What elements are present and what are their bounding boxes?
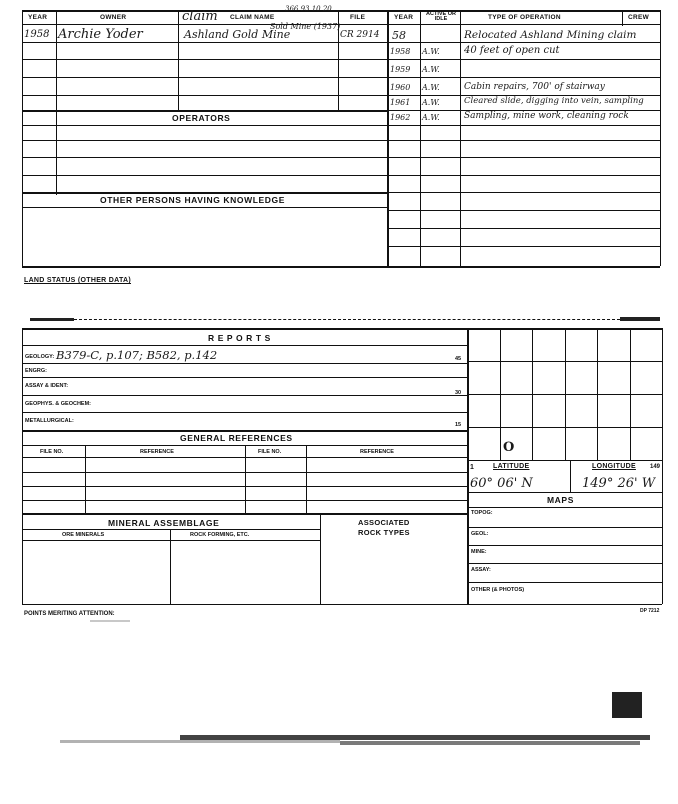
associated-label: ASSOCIATED	[358, 518, 410, 527]
claim-name: Ashland Gold Mine	[184, 28, 291, 41]
reports-rule	[22, 377, 467, 378]
ops-row-ai: A.W.	[422, 113, 440, 122]
ops-row-ai: A.W.	[422, 47, 440, 56]
maps-rule	[467, 527, 662, 528]
mineral-divider	[320, 513, 321, 604]
points-meriting-label: POINTS MERITING ATTENTION:	[24, 611, 115, 617]
mineral-title: MINERAL ASSEMBLAGE	[108, 518, 220, 528]
right-border	[660, 10, 661, 266]
refs-col	[306, 445, 307, 513]
circle-mark: O	[503, 440, 515, 455]
ore-minerals-label: ORE MINERALS	[62, 532, 105, 538]
row-rule	[22, 59, 387, 60]
num-45: 45	[455, 356, 462, 362]
form-number: DP 7212	[640, 608, 660, 614]
geology-value: B379-C, p.107; B582, p.142	[56, 348, 218, 362]
scan-mark	[30, 318, 74, 321]
ops-row-type: Cleared slide, digging into vein, sampling	[464, 96, 644, 106]
num-30: 30	[455, 390, 462, 396]
refs-reference-2: REFERENCE	[360, 449, 394, 455]
longitude-label: LONGITUDE	[592, 463, 636, 470]
maps-topog: TOPOG:	[471, 510, 493, 516]
refs-rule	[22, 513, 467, 515]
header-claim-name: CLAIM NAME	[230, 14, 275, 21]
lon-mark: 149	[650, 464, 661, 470]
others-title: OTHER PERSONS HAVING KNOWLEDGE	[100, 195, 286, 205]
latitude-label: LATITUDE	[493, 463, 530, 470]
ops-row-year: 1960	[390, 83, 411, 92]
ops-row-rule	[387, 59, 660, 60]
geology-label: GEOLOGY:	[25, 354, 55, 360]
ops-row-rule	[387, 192, 660, 193]
maps-rule	[467, 563, 662, 564]
ops-header-crew: CREW	[628, 14, 650, 21]
mineral-rule	[22, 540, 320, 541]
refs-rule	[22, 472, 467, 473]
ops-header-year: YEAR	[394, 14, 414, 21]
header-owner: OWNER	[100, 14, 127, 21]
claim-name-note: Sold Mine (1937)	[270, 22, 341, 31]
ops-row-year: 1962	[390, 113, 411, 122]
left-border	[22, 10, 23, 266]
reports-title: R E P O R T S	[208, 333, 271, 343]
row-rule	[22, 140, 387, 141]
row-rule	[22, 207, 387, 208]
header-year: YEAR	[28, 14, 48, 21]
maps-geol: GEOL:	[471, 531, 489, 537]
grid-row	[467, 394, 662, 395]
refs-rule	[22, 486, 467, 487]
geophys-label: GEOPHYS. & GEOCHEM:	[25, 401, 92, 407]
handwritten-claim: claim	[182, 9, 218, 24]
lat-mark: 1	[470, 464, 474, 471]
ops-header-active: ACTIVE OR IDLE	[426, 11, 456, 22]
metallurgical-label: METALLURGICAL:	[25, 418, 74, 424]
refs-file-no: FILE NO.	[40, 449, 64, 455]
ops-row-ai: A.W.	[422, 98, 440, 107]
ops-row-year: 58	[392, 29, 406, 42]
others-rule	[22, 192, 387, 194]
row-rule	[22, 125, 387, 126]
rock-types-label: ROCK TYPES	[358, 528, 410, 537]
row-rule	[22, 157, 387, 158]
rock-forming-label: ROCK FORMING, ETC.	[190, 532, 250, 538]
claim-file: CR 2914	[340, 30, 380, 40]
ops-row-year: 1961	[390, 98, 411, 107]
row-rule	[22, 175, 387, 176]
reports-rule	[22, 363, 467, 364]
latlon-divider	[570, 460, 571, 492]
refs-col	[245, 445, 246, 513]
maps-rule	[467, 582, 662, 583]
ops-row-rule	[387, 228, 660, 229]
ops-row-rule	[387, 77, 660, 78]
ops-row-rule	[387, 175, 660, 176]
longitude-value: 149° 26' W	[582, 476, 656, 491]
ops-row-year: 1959	[390, 65, 411, 74]
latitude-value: 60° 06' N	[470, 476, 533, 491]
reports-rule	[22, 430, 467, 432]
reports-rule	[22, 395, 467, 396]
refs-file-no-2: FILE NO.	[258, 449, 282, 455]
ops-row-type: Cabin repairs, 700' of stairway	[464, 82, 605, 92]
ops-row-rule	[387, 42, 660, 43]
mineral-rule	[22, 529, 320, 530]
reports-left-border	[22, 328, 23, 604]
mineral-col	[170, 529, 171, 604]
ops-row-rule	[387, 246, 660, 247]
num-15: 15	[455, 422, 462, 428]
reports-bottom-rule	[22, 604, 662, 605]
ops-row-type: Sampling, mine work, cleaning rock	[464, 111, 629, 121]
operators-rule	[22, 110, 387, 112]
operators-title: OPERATORS	[172, 113, 231, 123]
handwritten-claim-note: 366 93 10 20	[285, 5, 332, 13]
general-refs-title: GENERAL REFERENCES	[180, 433, 293, 443]
header-file: FILE	[350, 14, 366, 21]
maps-mine: MINE:	[471, 549, 487, 555]
scan-speck	[90, 620, 130, 622]
grid-row	[467, 460, 662, 461]
col-divider	[56, 10, 57, 195]
ops-row-rule	[387, 125, 660, 126]
bottom-rule	[22, 266, 660, 268]
engrg-label: ENGRG:	[25, 368, 47, 374]
maps-assay: ASSAY:	[471, 567, 491, 573]
scan-smudge	[340, 741, 640, 745]
reports-right-border	[662, 328, 663, 604]
maps-rule	[467, 507, 662, 508]
grid-row	[467, 361, 662, 362]
scan-black-square	[612, 692, 642, 718]
ops-row-rule	[387, 140, 660, 141]
scan-smudge	[60, 740, 340, 743]
ops-row-year: 1958	[390, 47, 411, 56]
row-rule	[22, 42, 387, 43]
ops-header-type: TYPE OF OPERATION	[488, 14, 561, 21]
top-border	[22, 10, 660, 12]
reports-rule	[22, 345, 467, 346]
maps-other: OTHER (& PHOTOS)	[471, 587, 525, 593]
grid-row	[467, 427, 662, 428]
assay-label: ASSAY & IDENT:	[25, 383, 69, 389]
scan-mark	[620, 317, 660, 321]
ops-row-type: Relocated Ashland Mining claim	[464, 29, 637, 41]
header-bottom-rule	[22, 24, 660, 25]
reports-top-rule	[22, 328, 662, 330]
ops-row-rule	[387, 210, 660, 211]
ops-row-ai: A.W.	[422, 83, 440, 92]
claim-owner: Archie Yoder	[58, 27, 143, 42]
claim-year: 1958	[24, 29, 50, 40]
maps-rule	[467, 492, 662, 493]
reports-rule	[22, 412, 467, 413]
maps-rule	[467, 545, 662, 546]
land-status-label: LAND STATUS (OTHER DATA)	[24, 277, 132, 284]
ops-row-ai: A.W.	[422, 65, 440, 74]
ops-row-type: 40 feet of open cut	[464, 45, 560, 56]
row-rule	[22, 77, 387, 78]
maps-title: MAPS	[547, 495, 574, 505]
refs-col	[85, 445, 86, 513]
row-rule	[22, 95, 387, 96]
ops-row-rule	[387, 157, 660, 158]
land-rule	[74, 319, 620, 320]
refs-rule	[22, 500, 467, 501]
col-divider	[622, 10, 623, 26]
refs-reference: REFERENCE	[140, 449, 174, 455]
